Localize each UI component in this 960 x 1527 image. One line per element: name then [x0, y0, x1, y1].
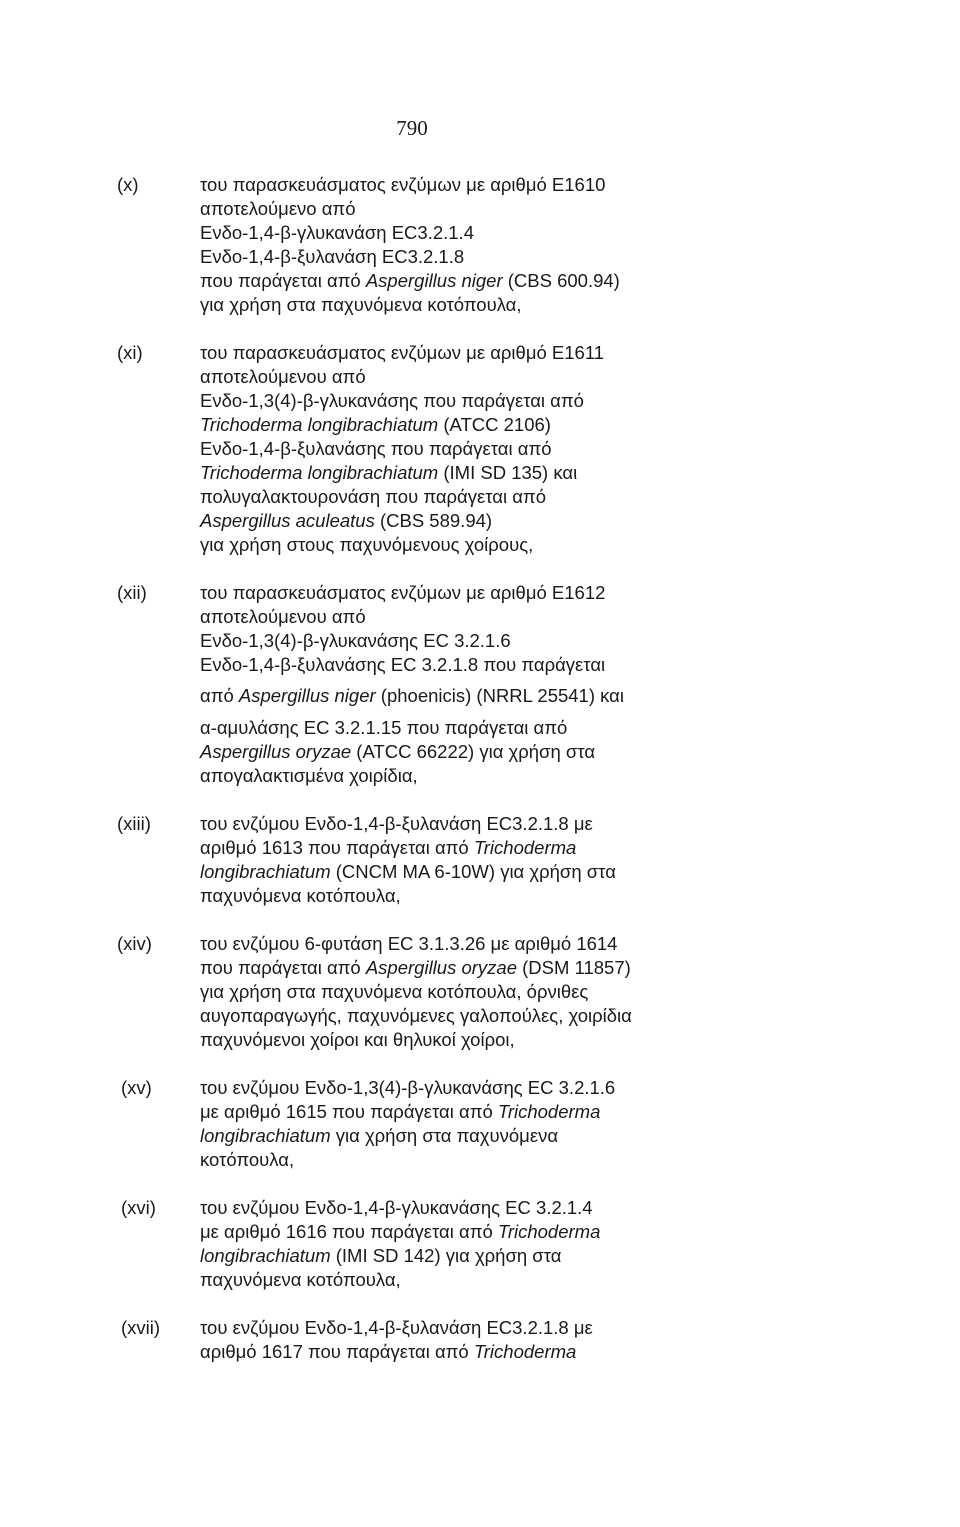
text-line: του ενζύμου 6-φυτάση EC 3.1.3.26 με αριθμό 1614 [200, 933, 618, 954]
item-label: (xiii) [117, 813, 151, 834]
text-line: του ενζύμου Ενδο-1,4-β-ξυλανάση EC3.2.1.8 με [200, 1317, 593, 1338]
text-line: Ενδο-1,4-β-γλυκανάση EC3.2.1.4 [200, 222, 474, 243]
text-line: Ενδο-1,4-β-ξυλανάση EC3.2.1.8 [200, 246, 465, 267]
species-name: Trichoderma longibrachiatum [200, 462, 439, 483]
text-segment: (ATCC 2106) [438, 414, 551, 435]
text-line [200, 1244, 561, 1268]
text-segment: που παράγεται από [200, 270, 366, 291]
text-line: του παρασκευάσματος ενζύμων με αριθμό Ε1610 [200, 174, 606, 195]
item-label: (xi) [117, 342, 143, 363]
text-line [200, 684, 624, 708]
species-name: Aspergillus oryzae [365, 957, 517, 978]
species-name: longibrachiatum [200, 1125, 331, 1146]
item-label: (xiv) [117, 933, 152, 954]
text-segment: (CNCM MA 6-10W) για χρήση στα [330, 861, 616, 882]
text-segment: (ATCC 66222) για χρήση στα [351, 741, 596, 762]
text-line: παχυνόμενα κοτόπουλα, [200, 1269, 401, 1290]
text-segment: αριθμό 1613 που παράγεται από [200, 837, 474, 858]
text-segment: για χρήση στα παχυνόμενα [330, 1125, 559, 1146]
text-line: παχυνόμενα κοτόπουλα, [200, 885, 401, 906]
species-name: Aspergillus niger [238, 685, 376, 706]
species-name: Trichoderma longibrachiatum [200, 414, 439, 435]
text-line [200, 836, 576, 860]
text-line: του ενζύμου Ενδο-1,4-β-ξυλανάση EC3.2.1.8 με [200, 813, 593, 834]
text-segment: με αριθμό 1616 που παράγεται από [200, 1221, 498, 1242]
text-line [200, 413, 551, 437]
text-line: πολυγαλακτουρονάση που παράγεται από [200, 486, 546, 507]
species-name: Trichoderma [497, 1101, 601, 1122]
text-line [200, 269, 620, 293]
text-line: Ενδο-1,3(4)-β-γλυκανάσης που παράγεται από [200, 390, 584, 411]
page-number: 790 [396, 116, 428, 140]
text-line: του ενζύμου Ενδο-1,4-β-γλυκανάσης EC 3.2.1.4 [200, 1197, 593, 1218]
text-line: αποτελούμενου από [200, 366, 366, 387]
text-segment: αριθμό 1617 που παράγεται από [200, 1341, 474, 1362]
species-name: Aspergillus niger [365, 270, 503, 291]
species-name: Trichoderma [473, 1341, 577, 1362]
text-line: για χρήση στα παχυνόμενα κοτόπουλα, όρνιθες [200, 981, 589, 1002]
text-segment: (IMI SD 135) και [438, 462, 578, 483]
species-name: Trichoderma [497, 1221, 601, 1242]
text-segment: από [200, 685, 239, 706]
text-segment: (IMI SD 142) για χρήση στα [330, 1245, 562, 1266]
text-line [200, 740, 595, 764]
item-label: (xvii) [121, 1317, 161, 1338]
text-line: Ενδο-1,4-β-ξυλανάσης που παράγεται από [200, 438, 552, 459]
text-line: Ενδο-1,3(4)-β-γλυκανάσης EC 3.2.1.6 [200, 630, 511, 651]
species-name: Aspergillus aculeatus [200, 510, 375, 531]
text-segment: (phoenicis) (NRRL 25541) και [375, 685, 624, 706]
item-label: (x) [117, 174, 139, 195]
text-segment: (DSM 11857) [517, 957, 631, 978]
text-line: Ενδο-1,4-β-ξυλανάσης EC 3.2.1.8 που παράγεται [200, 654, 606, 675]
species-name: Aspergillus oryzae [200, 741, 352, 762]
text-line: απογαλακτισμένα χοιρίδια, [200, 765, 418, 786]
text-line: για χρήση στους παχυνόμενους χοίρους, [200, 534, 534, 555]
species-name: longibrachiatum [200, 861, 331, 882]
item-label: (xvi) [121, 1197, 156, 1218]
text-line: αυγοπαραγωγής, παχυνόμενες γαλοπούλες, χοιρίδια [200, 1005, 632, 1026]
text-line [200, 1220, 600, 1244]
text-line [200, 1124, 558, 1148]
text-line [200, 1340, 576, 1364]
text-line: αποτελούμενου από [200, 606, 366, 627]
text-segment: (CBS 589.94) [374, 510, 493, 531]
text-line: αποτελούμενο από [200, 198, 356, 219]
text-line: για χρήση στα παχυνόμενα κοτόπουλα, [200, 294, 522, 315]
item-label: (xii) [117, 582, 147, 603]
text-line: του παρασκευάσματος ενζύμων με αριθμό Ε1612 [200, 582, 606, 603]
item-label: (xv) [121, 1077, 152, 1098]
species-name: Trichoderma [473, 837, 577, 858]
text-line [200, 860, 616, 884]
text-segment: με αριθμό 1615 που παράγεται από [200, 1101, 498, 1122]
species-name: longibrachiatum [200, 1245, 331, 1266]
text-line: παχυνόμενοι χοίροι και θηλυκοί χοίροι, [200, 1029, 515, 1050]
text-line: του ενζύμου Ενδο-1,3(4)-β-γλυκανάσης EC 3.2.1.6 [200, 1077, 616, 1098]
text-line: του παρασκευάσματος ενζύμων με αριθμό Ε1611 [200, 342, 605, 363]
text-segment: που παράγεται από [200, 957, 366, 978]
text-line [200, 509, 492, 533]
text-line [200, 461, 577, 485]
text-line [200, 956, 631, 980]
text-line: α-αμυλάσης EC 3.2.1.15 που παράγεται από [200, 717, 568, 738]
text-segment: (CBS 600.94) [502, 270, 620, 291]
text-line [200, 1100, 600, 1124]
text-line: κοτόπουλα, [200, 1149, 295, 1170]
